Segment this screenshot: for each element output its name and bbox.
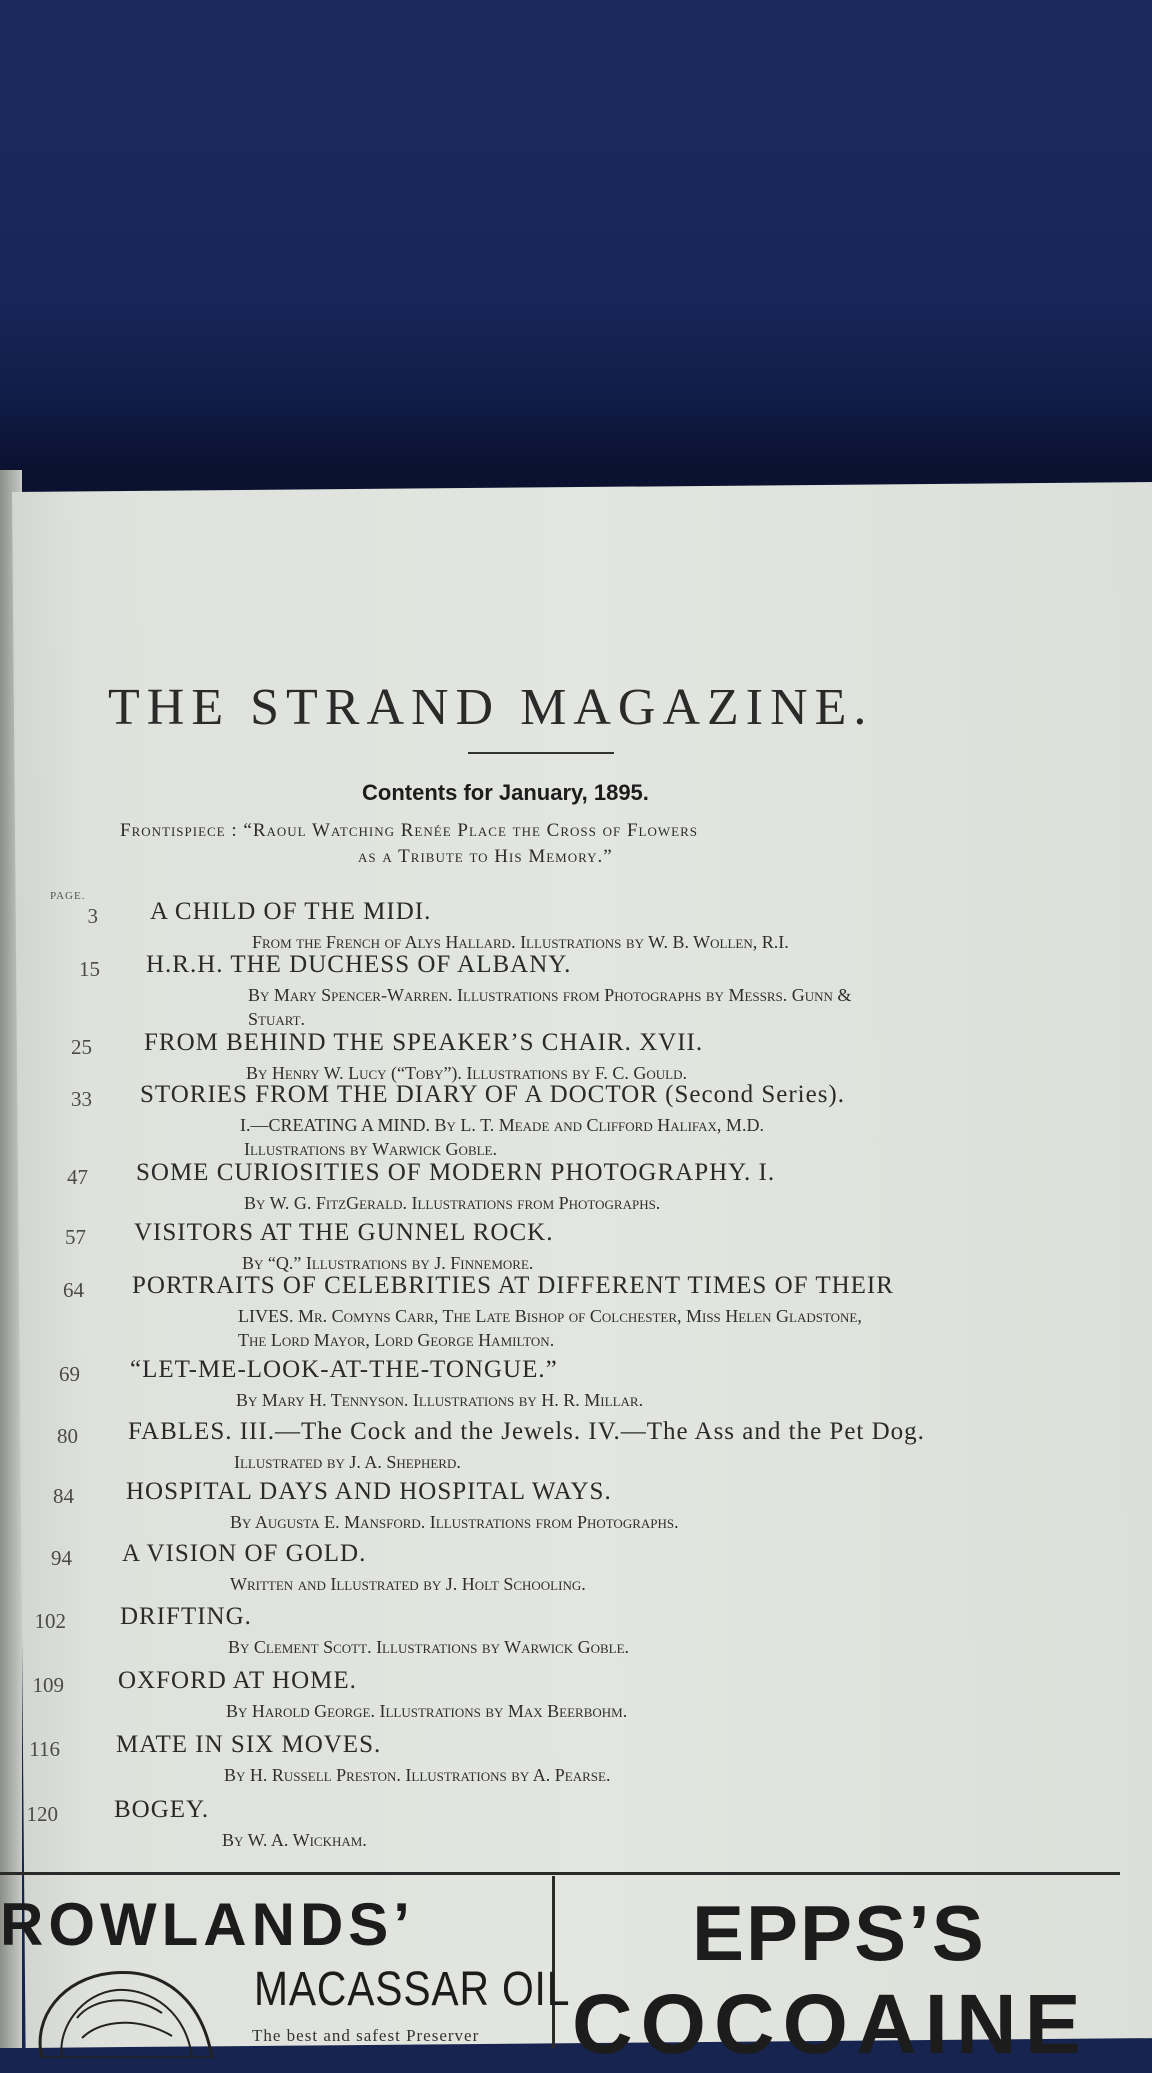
entry-title: VISITORS AT THE GUNNEL ROCK. <box>134 1219 554 1246</box>
entry-byline: By Harold George. Illustrations by Max Beerbohm. <box>226 1701 628 1721</box>
entry-page-number: 33 <box>71 1087 92 1111</box>
entry-byline: By Clement Scott. Illustrations by Warwick Goble. <box>228 1637 630 1657</box>
entry-title: PORTRAITS OF CELEBRITIES AT DIFFERENT TIMES OF THEIR <box>132 1272 894 1299</box>
entry-title: HOSPITAL DAYS AND HOSPITAL WAYS. <box>126 1478 612 1505</box>
entry-byline: By W. G. FitzGerald. Illustrations from Photographs. <box>244 1193 661 1213</box>
entry-title: FABLES. III.—The Cock and the Jewels. IV.—The Ass and the Pet Dog. <box>128 1418 925 1445</box>
entry-page-number: 25 <box>71 1035 92 1059</box>
entry-byline: By Henry W. Lucy (“Toby”). Illustrations by F. C. Gould. <box>246 1063 687 1083</box>
entry-byline: Written and Illustrated by J. Holt Schooling. <box>230 1574 586 1594</box>
epps-brand: EPPS’S <box>692 1889 986 1977</box>
entry-byline: Stuart. <box>248 1009 306 1029</box>
epps-advert <box>556 1876 1120 2071</box>
entry-title: H.R.H. THE DUCHESS OF ALBANY. <box>146 951 572 978</box>
frontispiece-line-1: Frontispiece : “Raoul Watching Renée Place the Cross of Flowers <box>120 820 698 841</box>
entry-page-number: 102 <box>34 1609 66 1633</box>
entry-byline: Illustrated by J. A. Shepherd. <box>234 1452 461 1472</box>
entry-title: MATE IN SIX MOVES. <box>116 1731 382 1758</box>
entry-page-number: 64 <box>63 1278 84 1302</box>
entry-byline: By Augusta E. Mansford. Illustrations from Photographs. <box>230 1512 679 1532</box>
magazine-masthead: THE STRAND MAGAZINE. <box>108 679 874 736</box>
entry-page-number: 84 <box>53 1484 74 1508</box>
entry-byline: By Mary Spencer-Warren. Illustrations from Photographs by Messrs. Gunn & <box>248 985 852 1005</box>
rowlands-brand: ROWLANDS’ <box>0 1891 415 1958</box>
entry-byline: I.—CREATING A MIND. By L. T. Meade and Clifford Halifax, M.D. <box>240 1115 764 1135</box>
masthead-rule <box>468 752 614 754</box>
entry-title: FROM BEHIND THE SPEAKER’S CHAIR. XVII. <box>144 1029 704 1056</box>
entry-title: A VISION OF GOLD. <box>122 1540 367 1567</box>
entry-page-number: 80 <box>57 1424 78 1448</box>
advert-top-rule <box>0 1872 1120 1875</box>
entry-page-number: 3 <box>87 904 98 928</box>
cocoaine-label: COCOAINE <box>572 1977 1089 2071</box>
entry-byline: By Mary H. Tennyson. Illustrations by H. R. Millar. <box>236 1390 644 1410</box>
entry-title: “LET-ME-LOOK-AT-THE-TONGUE.” <box>130 1356 558 1383</box>
entry-byline: Illustrations by Warwick Goble. <box>244 1139 497 1159</box>
frontispiece-caption <box>120 818 1000 870</box>
entry-page-number: 116 <box>29 1737 60 1761</box>
entry-byline: By “Q.” Illustrations by J. Finnemore. <box>242 1253 534 1273</box>
entry-page-number: 47 <box>67 1165 88 1189</box>
entry-page-number: 69 <box>59 1362 80 1386</box>
entry-title: BOGEY. <box>114 1796 210 1823</box>
macassar-oil-label: MACASSAR OIL <box>254 1963 571 2016</box>
page-column-label: PAGE. <box>50 890 86 902</box>
entry-byline: By W. A. Wickham. <box>222 1830 367 1850</box>
rowlands-advert <box>0 1876 571 2048</box>
entry-title: OXFORD AT HOME. <box>118 1667 357 1694</box>
entry-title: SOME CURIOSITIES OF MODERN PHOTOGRAPHY. I. <box>136 1159 776 1186</box>
entry-page-number: 57 <box>65 1225 86 1249</box>
entry-byline: The Lord Mayor, Lord George Hamilton. <box>238 1330 555 1350</box>
frontispiece-line-2: as a Tribute to His Memory.” <box>358 846 613 867</box>
entry-title: DRIFTING. <box>120 1603 252 1630</box>
woman-portrait-icon <box>22 1958 222 2058</box>
entry-title: STORIES FROM THE DIARY OF A DOCTOR (Second Series). <box>140 1081 845 1108</box>
entry-page-number: 120 <box>26 1802 58 1826</box>
entry-page-number: 109 <box>32 1673 64 1697</box>
entry-page-number: 94 <box>51 1546 72 1570</box>
entry-title: A CHILD OF THE MIDI. <box>150 898 432 925</box>
contents-title: Contents for January, 1895. <box>362 780 649 805</box>
entry-page-number: 15 <box>79 957 100 981</box>
entry-byline: By H. Russell Preston. Illustrations by A. Pearse. <box>224 1765 611 1785</box>
rowlands-tagline: The best and safest Preserver <box>252 2026 480 2045</box>
entry-byline: LIVES. Mr. Comyns Carr, The Late Bishop of Colchester, Miss Helen Gladstone, <box>238 1306 862 1326</box>
entry-byline: From the French of Alys Hallard. Illustrations by W. B. Wollen, R.I. <box>252 932 789 952</box>
